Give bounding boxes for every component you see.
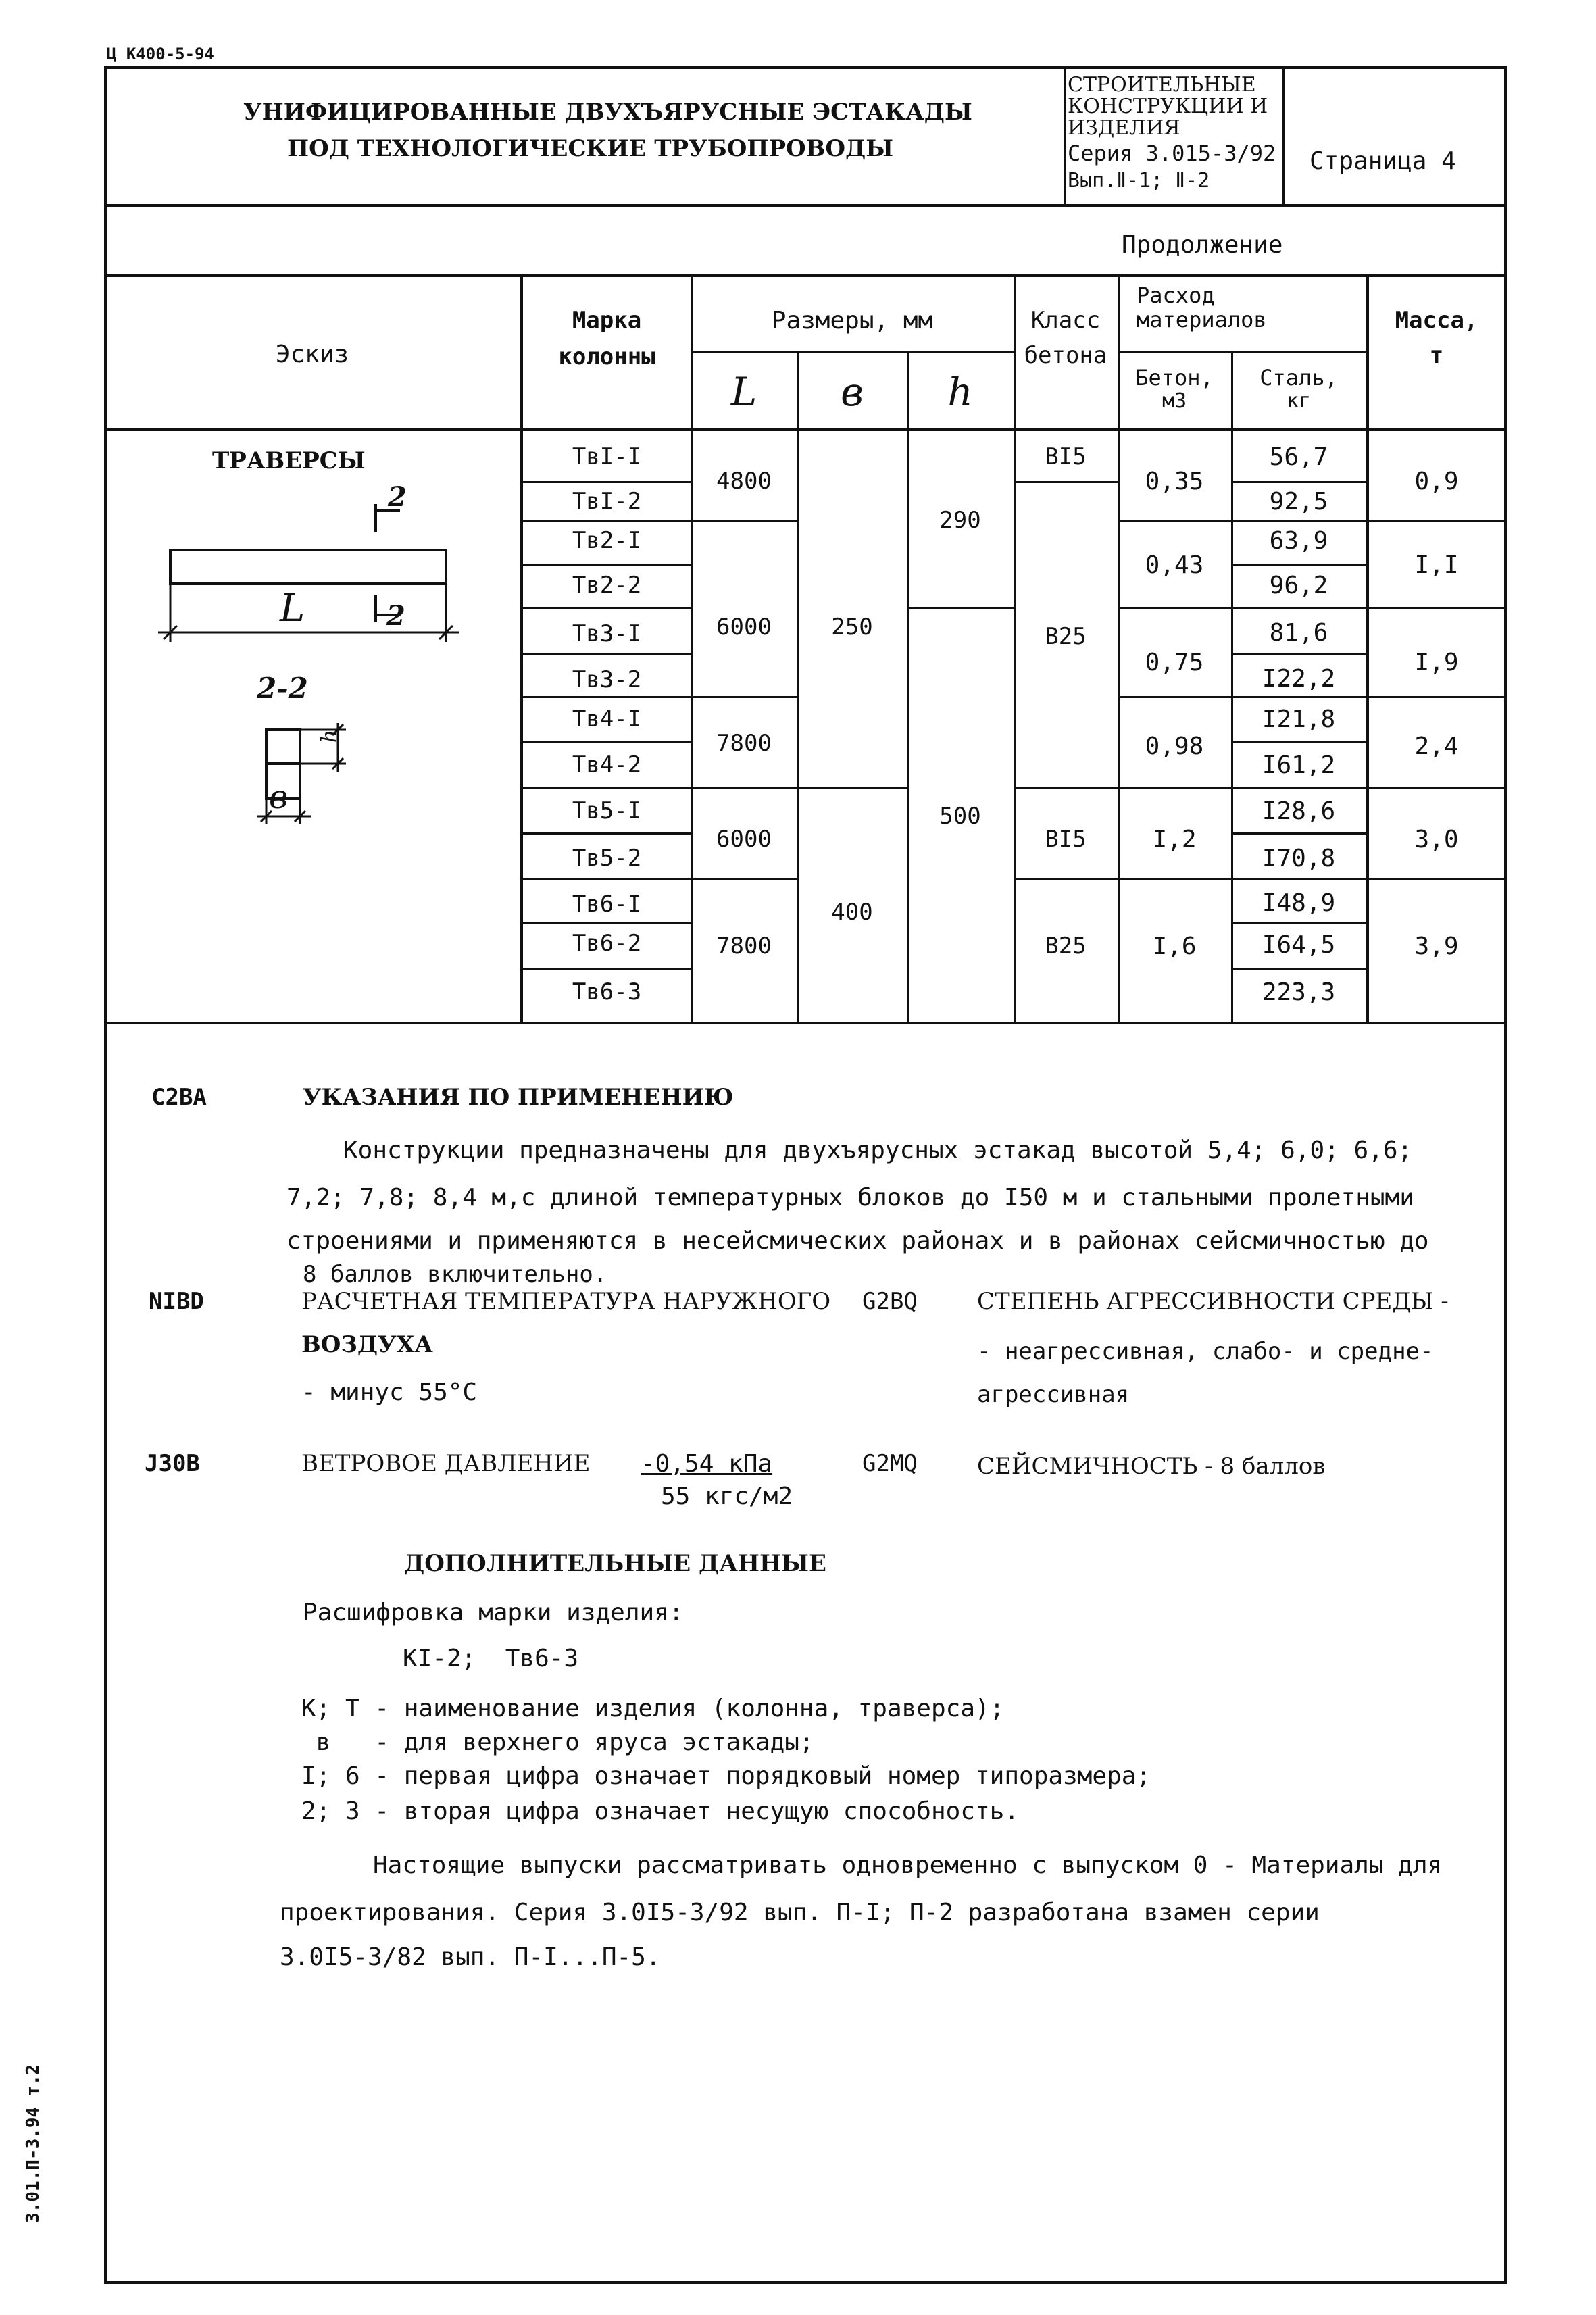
code-temp: NIBD (149, 1288, 204, 1315)
mark-cell: Тв5-I (572, 797, 642, 824)
concrete-group-line (1118, 696, 1231, 698)
L-group-line (691, 878, 797, 880)
mass-group-line (1366, 607, 1507, 609)
mark-cell: Тв3-2 (572, 666, 642, 693)
header-sub-line-sizes (691, 351, 1014, 353)
steel-cell: 63,9 (1269, 527, 1328, 555)
mark-cell: Тв6-I (572, 891, 642, 918)
steel-cell: 223,3 (1262, 978, 1336, 1006)
mass-cell: I,9 (1414, 649, 1459, 676)
steel-row-line (1231, 481, 1366, 483)
aggr-title: СТЕПЕНЬ АГРЕССИВНОСТИ СРЕДЫ - (977, 1288, 1449, 1315)
row-line (520, 696, 691, 698)
title-block-divider (104, 204, 1507, 207)
b-cell: 400 (831, 899, 873, 926)
header-b: в (841, 369, 864, 415)
mark-cell: ТвI-I (572, 443, 642, 470)
section-mark-bottom-label: 2 (386, 600, 405, 632)
mass-cell: 3,0 (1414, 826, 1459, 853)
page-number: Страница 4 (1310, 147, 1456, 175)
L-cell: 7800 (716, 932, 772, 960)
temp-value: - минус 55°С (301, 1378, 478, 1406)
steel-cell: 81,6 (1269, 619, 1328, 647)
temp-title-1: РАСЧЕТНАЯ ТЕМПЕРАТУРА НАРУЖНОГО (301, 1288, 831, 1315)
L-group-line (691, 787, 797, 789)
L-cell: 6000 (716, 826, 772, 853)
row-line (520, 878, 691, 880)
col-h-right (1014, 274, 1016, 1024)
title-line-1: УНИФИЦИРОВАННЫЕ ДВУХЪЯРУСНЫЕ ЭСТАКАДЫ (243, 99, 972, 126)
steel-row-line (1231, 922, 1366, 924)
class-cell: B25 (1045, 932, 1087, 960)
concrete-cell: 0,43 (1145, 551, 1204, 579)
sketch-title: ТРАВЕРСЫ (212, 447, 366, 474)
concrete-group-line (1118, 520, 1231, 522)
class-group-line (1014, 878, 1118, 880)
usage-title: УКАЗАНИЯ ПО ПРИМЕНЕНИЮ (303, 1084, 734, 1111)
steel-row-line (1231, 520, 1366, 522)
steel-cell: I70,8 (1262, 845, 1336, 872)
decode-title: Расшифровка марки изделия: (303, 1599, 684, 1626)
section-width-label: в (269, 778, 288, 816)
header-sub-line-consumption (1118, 351, 1366, 353)
usage-line-2: 7,2; 7,8; 8,4 м,с длиной температурных блоков до I50 м и стальными пролетными (286, 1184, 1414, 1212)
title-divider-1 (1064, 66, 1066, 205)
code-usage: C2BA (151, 1084, 207, 1111)
col-mark-right (691, 274, 693, 1024)
header-steel-2: кг (1286, 389, 1312, 413)
header-sizes: Размеры, мм (771, 307, 933, 334)
mark-cell: ТвI-2 (572, 488, 642, 515)
concrete-cell: 0,75 (1145, 649, 1204, 676)
mark-cell: Тв5-2 (572, 845, 642, 872)
h-cell: 290 (939, 507, 981, 534)
issue-number: Вып.Ⅱ-1; Ⅱ-2 (1068, 169, 1210, 193)
steel-row-line (1231, 653, 1366, 655)
header-sketch: Эскиз (275, 341, 349, 368)
steel-cell: I22,2 (1262, 665, 1336, 693)
mass-group-line (1366, 696, 1507, 698)
mass-cell: I,I (1414, 551, 1459, 579)
wind-value-2: 55 кгс/м2 (661, 1483, 793, 1510)
section-line-3: ИЗДЕЛИЯ (1068, 116, 1180, 140)
row-line (520, 520, 691, 522)
steel-cell: I61,2 (1262, 751, 1336, 779)
mass-cell: 2,4 (1414, 732, 1459, 760)
decode-line-2: в - для верхнего яруса эстакады; (301, 1728, 814, 1756)
traverse-sketch (149, 473, 473, 838)
usage-line-3: строениями и применяются в несейсмических районах и в районах сейсмичностью до (286, 1227, 1429, 1255)
decode-line-3: I; 6 - первая цифра означает порядковый номер типоразмера; (301, 1762, 1151, 1790)
continuation-divider (104, 274, 1507, 277)
mark-cell: Тв6-3 (572, 978, 642, 1005)
mass-group-line (1366, 878, 1507, 880)
mark-cell: Тв2-2 (572, 572, 642, 599)
continuation-label: Продолжение (1122, 231, 1283, 259)
section-mark-top-label: 2 (388, 481, 407, 513)
row-line (520, 741, 691, 743)
extra-data-title: ДОПОЛНИТЕЛЬНЫЕ ДАННЫЕ (404, 1550, 826, 1577)
section-line-1: СТРОИТЕЛЬНЫЕ (1068, 73, 1256, 97)
steel-row-line (1231, 564, 1366, 566)
code-seism: G2MQ (862, 1450, 918, 1477)
row-line (520, 564, 691, 566)
steel-row-line (1231, 696, 1366, 698)
aggr-line-3: агрессивная (977, 1381, 1130, 1408)
header-concrete-2: м3 (1162, 389, 1187, 413)
title-divider-2 (1282, 66, 1285, 205)
steel-cell: I64,5 (1262, 931, 1336, 959)
length-label: L (280, 587, 305, 630)
row-line (520, 481, 691, 483)
final-line-1: Настоящие выпуски рассматривать одновременно с выпуском 0 - Материалы для (373, 1851, 1443, 1879)
steel-row-line (1231, 741, 1366, 743)
steel-cell: I48,9 (1262, 889, 1336, 917)
header-class-1: Класс (1030, 307, 1101, 334)
table-bottom-line (104, 1022, 1507, 1024)
series-number: Серия 3.015-3/92 (1068, 141, 1276, 166)
L-group-line (691, 696, 797, 698)
header-consumption-1: Расход (1137, 282, 1215, 308)
steel-row-line (1231, 878, 1366, 880)
header-steel-1: Сталь, (1260, 365, 1338, 391)
wind-value-1: -0,54 кПа (641, 1450, 773, 1478)
concrete-group-line (1118, 787, 1231, 789)
mass-cell: 0,9 (1414, 468, 1459, 495)
class-cell: BI5 (1045, 826, 1087, 853)
title-line-2: ПОД ТЕХНОЛОГИЧЕСКИЕ ТРУБОПРОВОДЫ (287, 135, 894, 162)
header-mark-1: Марка (572, 307, 642, 334)
class-cell: BI5 (1045, 443, 1087, 470)
L-group-line (691, 520, 797, 522)
code-wind: J30B (145, 1450, 200, 1477)
side-code: 3.01.П-3.94 т.2 (23, 2064, 43, 2223)
b-group-line (797, 787, 907, 789)
section-height-label: h (318, 729, 342, 743)
L-cell: 7800 (716, 730, 772, 757)
mark-cell: Тв3-I (572, 620, 642, 647)
col-b-right (907, 351, 909, 1024)
row-line (520, 607, 691, 609)
decode-line-4: 2; 3 - вторая цифра означает несущую способность. (301, 1797, 1020, 1825)
header-L: L (730, 369, 757, 415)
col-sketch-right (520, 274, 523, 1024)
row-line (520, 922, 691, 924)
header-class-2: бетона (1024, 342, 1107, 369)
row-line (520, 787, 691, 789)
usage-line-4: 8 баллов включительно. (303, 1261, 607, 1288)
header-h: h (947, 369, 973, 415)
concrete-cell: 0,35 (1145, 468, 1204, 495)
steel-cell: 56,7 (1269, 443, 1328, 471)
row-line (520, 832, 691, 835)
b-cell: 250 (831, 614, 873, 641)
mark-cell: Тв4-2 (572, 751, 642, 778)
header-mass-1: Масса, (1395, 307, 1478, 334)
row-line (520, 968, 691, 970)
wind-title: ВЕТРОВОЕ ДАВЛЕНИЕ (301, 1450, 591, 1477)
steel-row-line (1231, 607, 1366, 609)
steel-cell: I21,8 (1262, 705, 1336, 733)
decode-line-1: К; Т - наименование изделия (колонна, траверса); (301, 1695, 1005, 1722)
steel-cell: I28,6 (1262, 797, 1336, 825)
usage-line-1: Конструкции предназначены для двухъярусных эстакад высотой 5,4; 6,0; 6,6; (343, 1137, 1413, 1164)
row-line (520, 653, 691, 655)
mark-cell: Тв4-I (572, 705, 642, 732)
h-group-line (907, 607, 1014, 609)
concrete-group-line (1118, 878, 1231, 880)
document-code: Ц К400-5-94 (107, 45, 214, 64)
steel-cell: 96,2 (1269, 572, 1328, 599)
seism-title: СЕЙСМИЧНОСТЬ - 8 баллов (977, 1453, 1326, 1480)
concrete-group-line (1118, 607, 1231, 609)
final-line-3: 3.0I5-3/82 вып. П-I...П-5. (280, 1943, 661, 1971)
decode-example: КI-2; Тв6-3 (403, 1645, 579, 1672)
header-bottom-line (104, 428, 1507, 431)
L-cell: 6000 (716, 614, 772, 641)
L-cell: 4800 (716, 468, 772, 495)
col-L-right (797, 351, 799, 1024)
concrete-cell: 0,98 (1145, 732, 1204, 760)
mass-cell: 3,9 (1414, 932, 1459, 960)
section-label: 2-2 (257, 672, 308, 705)
steel-row-line (1231, 832, 1366, 835)
steel-cell: 92,5 (1269, 488, 1328, 516)
steel-row-line (1231, 787, 1366, 789)
class-group-line (1014, 787, 1118, 789)
header-consumption-2: материалов (1137, 307, 1267, 332)
aggr-line-2: - неагрессивная, слабо- и средне- (977, 1338, 1434, 1365)
temp-title-2: ВОЗДУХА (301, 1331, 433, 1358)
code-aggr: G2BQ (862, 1288, 918, 1315)
class-group-line (1014, 481, 1118, 483)
h-cell: 500 (939, 803, 981, 830)
concrete-cell: I,2 (1152, 826, 1197, 853)
mark-cell: Тв6-2 (572, 930, 642, 957)
col-class-right (1118, 274, 1120, 1024)
col-steel-right (1366, 274, 1369, 1024)
mass-group-line (1366, 787, 1507, 789)
mass-group-line (1366, 520, 1507, 522)
steel-row-line (1231, 968, 1366, 970)
final-line-2: проектирования. Серия 3.0I5-3/92 вып. П-I; П-2 разработана взамен серии (280, 1899, 1320, 1926)
header-mark-2: колонны (558, 343, 655, 370)
header-concrete-1: Бетон, (1135, 365, 1214, 391)
mark-cell: Тв2-I (572, 527, 642, 554)
concrete-cell: I,6 (1152, 932, 1197, 960)
header-mass-2: т (1429, 342, 1444, 369)
class-cell: B25 (1045, 623, 1087, 650)
section-line-2: КОНСТРУКЦИИ И (1068, 95, 1268, 118)
